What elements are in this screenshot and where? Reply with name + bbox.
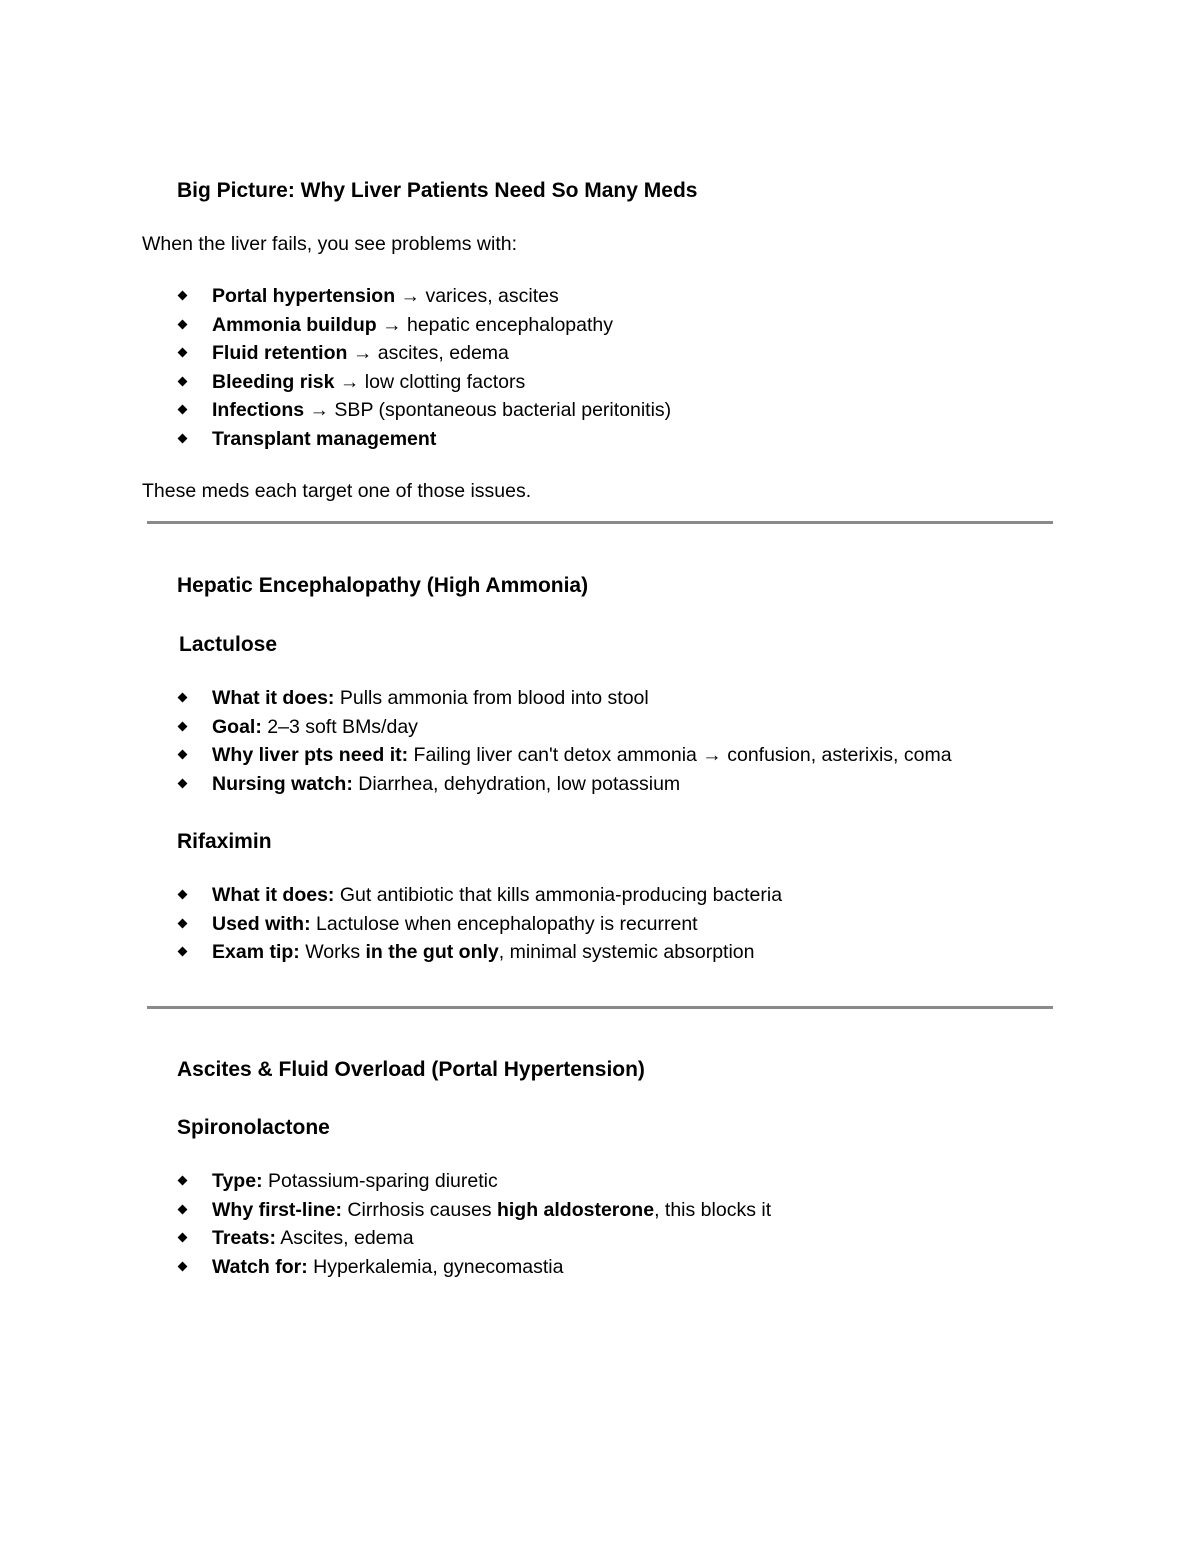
list-item: Portal hypertension → varices, ascites — [176, 284, 671, 313]
diamond-bullet-icon — [178, 291, 188, 301]
drug-heading-lactulose: Lactulose — [179, 633, 278, 656]
diamond-bullet-icon — [178, 918, 188, 928]
drug-heading-spironolactone: Spironolactone — [177, 1116, 330, 1139]
list-item: Transplant management — [176, 427, 671, 456]
list-item: Watch for: Hyperkalemia, gynecomastia — [176, 1255, 771, 1284]
list-item: Used with: Lactulose when encephalopathy is recurrent — [176, 912, 782, 941]
list-item: Infections → SBP (spontaneous bacterial peritonitis) — [176, 398, 671, 427]
outro-paragraph: These meds each target one of those issues. — [142, 480, 532, 502]
section-heading-hepatic-encephalopathy: Hepatic Encephalopathy (High Ammonia) — [177, 574, 589, 597]
drug-heading-rifaximin: Rifaximin — [177, 830, 272, 853]
diamond-bullet-icon — [178, 693, 188, 703]
list-item: What it does: Gut antibiotic that kills ammonia-producing bacteria — [176, 883, 782, 912]
diamond-bullet-icon — [178, 890, 188, 900]
list-item: Bleeding risk → low clotting factors — [176, 370, 671, 399]
lactulose-list — [176, 686, 952, 800]
list-item: Treats: Ascites, edema — [176, 1226, 771, 1255]
list-item: Why first-line: Cirrhosis causes high aldosterone, this blocks it — [176, 1198, 771, 1227]
intro-paragraph: When the liver fails, you see problems with: — [142, 233, 517, 255]
horizontal-divider — [147, 521, 1053, 524]
diamond-bullet-icon — [178, 1233, 188, 1243]
diamond-bullet-icon — [178, 434, 188, 444]
list-item: Nursing watch: Diarrhea, dehydration, low potassium — [176, 772, 952, 801]
section-heading-ascites: Ascites & Fluid Overload (Portal Hypertension) — [177, 1058, 645, 1081]
horizontal-divider — [147, 1006, 1053, 1009]
list-item: Why liver pts need it: Failing liver can't detox ammonia → confusion, asterixis, coma — [176, 743, 952, 772]
rifaximin-list — [176, 883, 782, 969]
list-item: What it does: Pulls ammonia from blood into stool — [176, 686, 952, 715]
diamond-bullet-icon — [178, 348, 188, 358]
diamond-bullet-icon — [178, 1204, 188, 1214]
spironolactone-list — [176, 1169, 771, 1283]
diamond-bullet-icon — [178, 1261, 188, 1271]
list-item: Ammonia buildup → hepatic encephalopathy — [176, 313, 671, 342]
diamond-bullet-icon — [178, 721, 188, 731]
diamond-bullet-icon — [178, 376, 188, 386]
list-item: Type: Potassium-sparing diuretic — [176, 1169, 771, 1198]
list-item: Fluid retention → ascites, edema — [176, 341, 671, 370]
section-heading-big-picture: Big Picture: Why Liver Patients Need So Many Meds — [177, 179, 698, 202]
diamond-bullet-icon — [178, 319, 188, 329]
diamond-bullet-icon — [178, 405, 188, 415]
diamond-bullet-icon — [178, 750, 188, 760]
diamond-bullet-icon — [178, 947, 188, 957]
list-item: Goal: 2–3 soft BMs/day — [176, 715, 952, 744]
problems-list — [176, 284, 671, 456]
list-item: Exam tip: Works in the gut only, minimal systemic absorption — [176, 940, 782, 969]
diamond-bullet-icon — [178, 1176, 188, 1186]
diamond-bullet-icon — [178, 778, 188, 788]
